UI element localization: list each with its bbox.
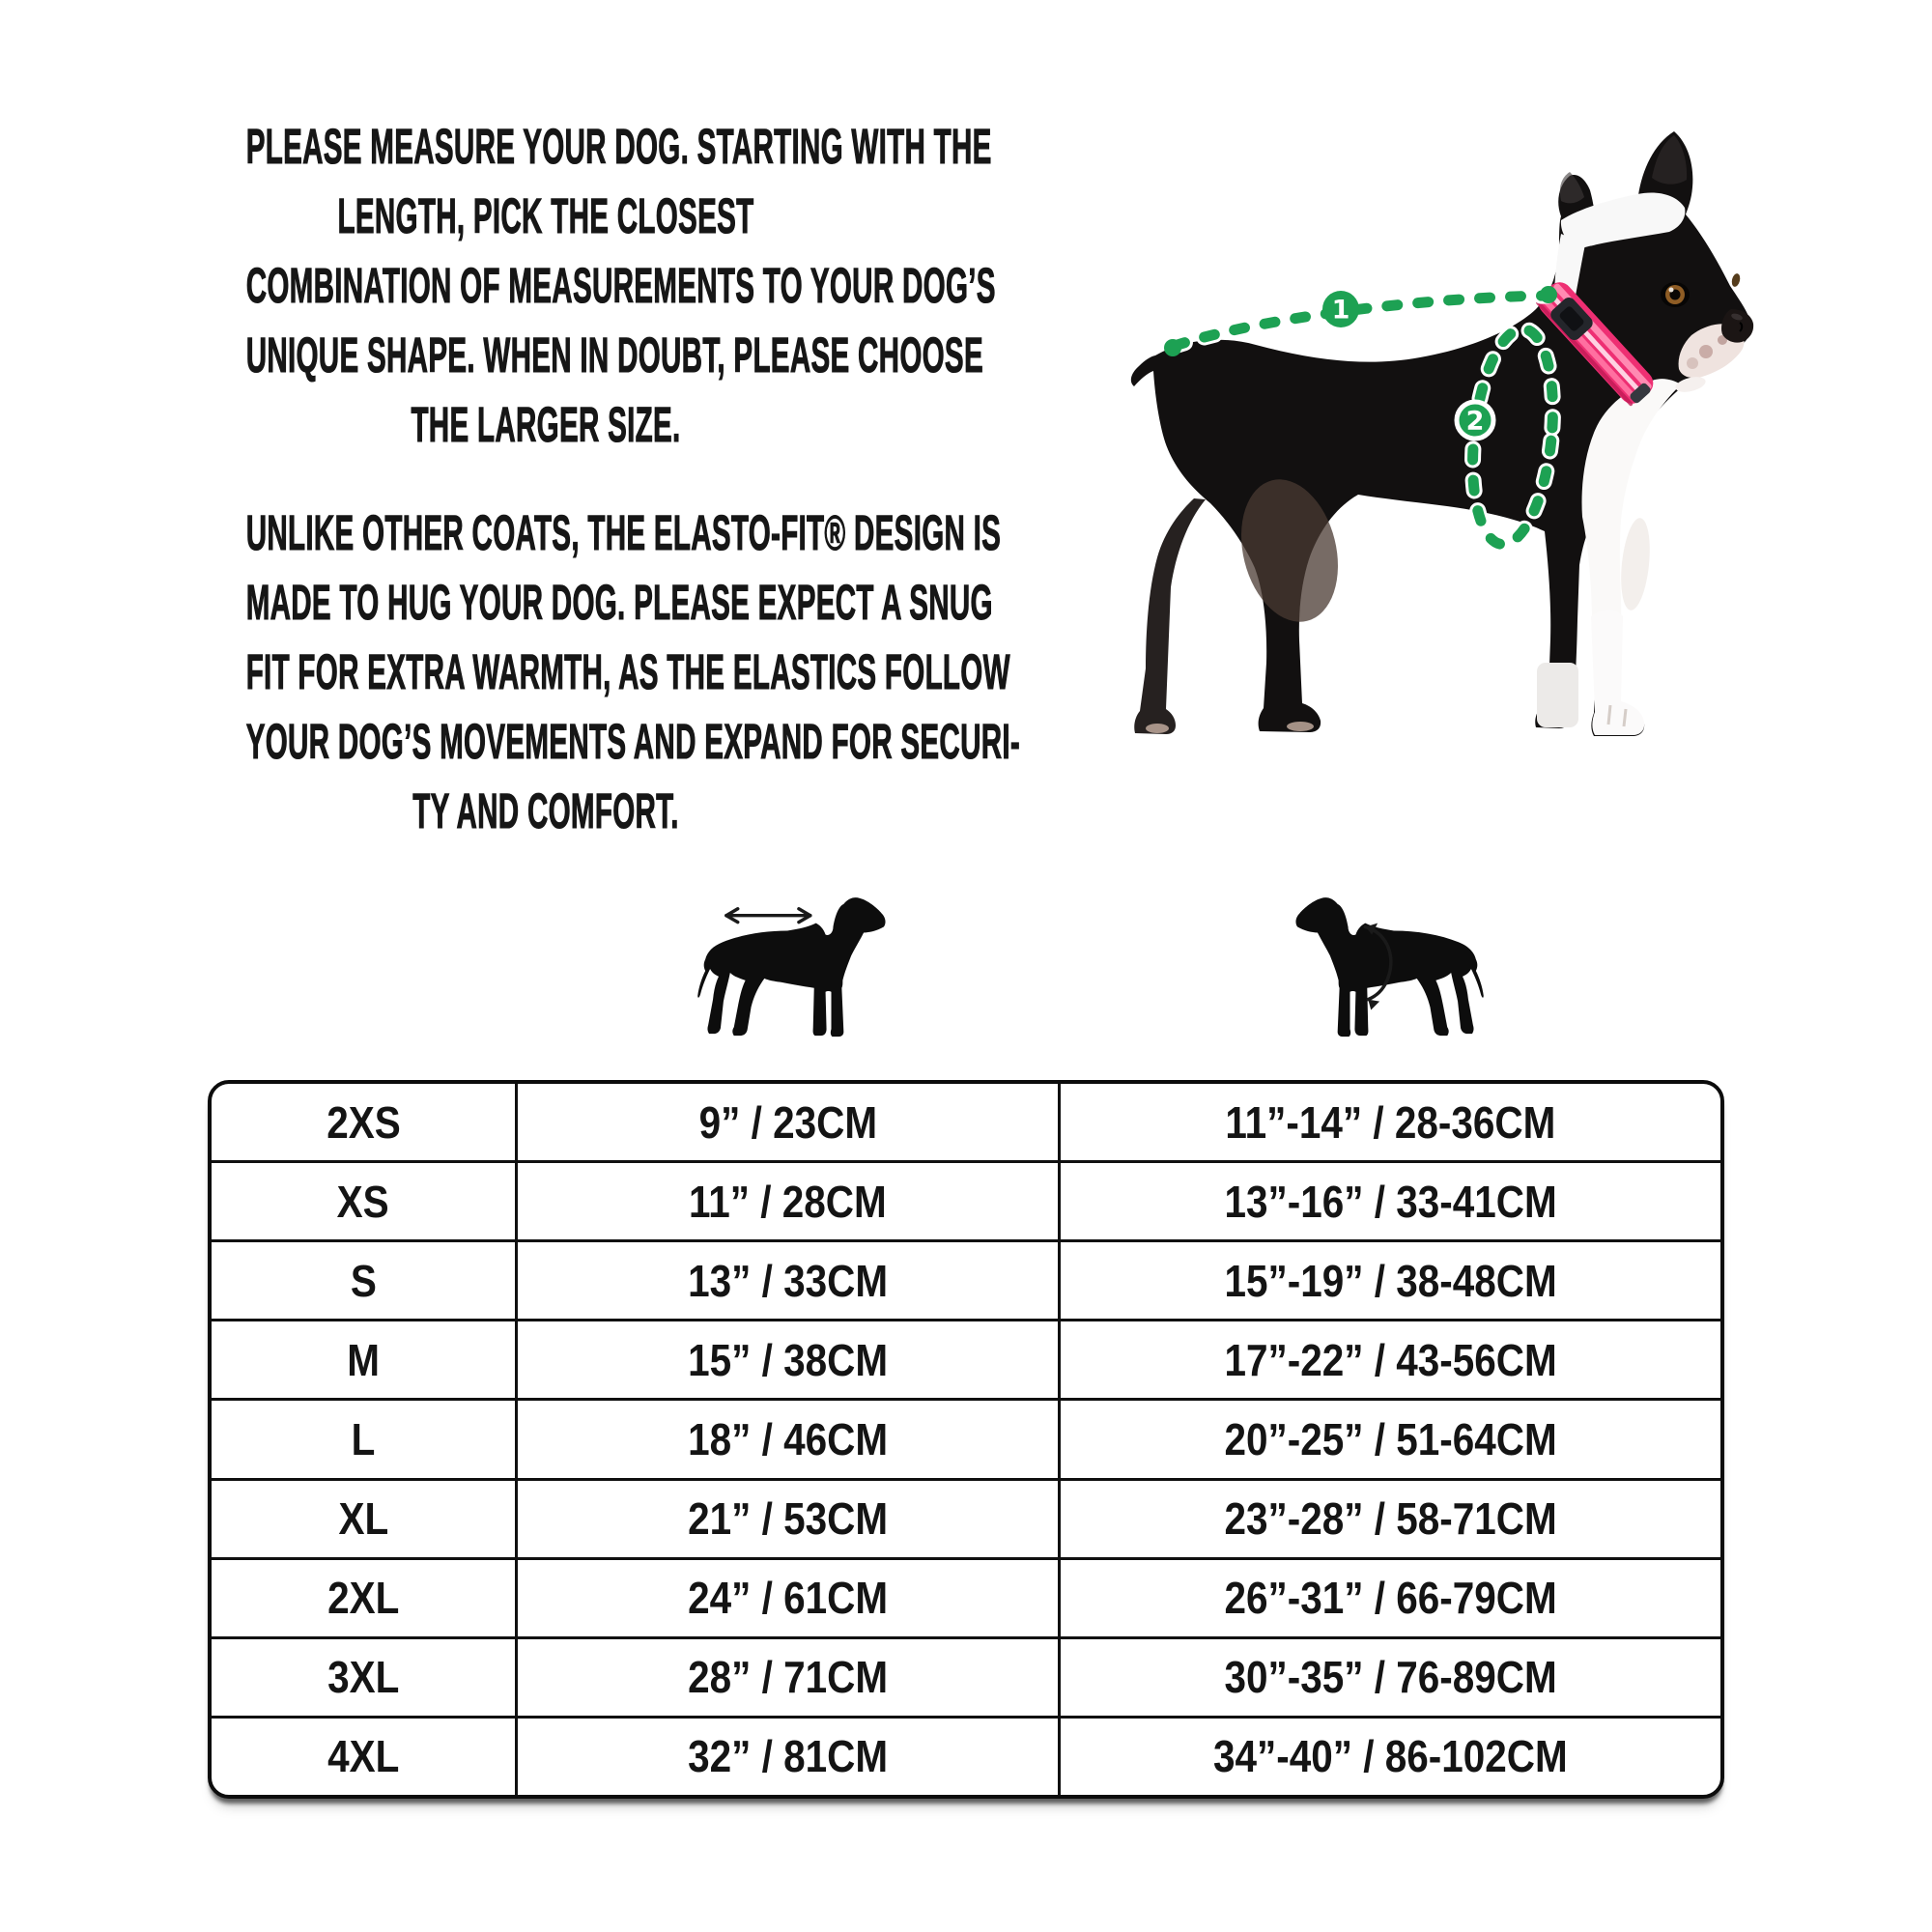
size-cell: S — [212, 1242, 518, 1319]
girth-cell: 26”-31” / 66-79CM — [1224, 1573, 1557, 1624]
girth-cell: 13”-16” / 33-41CM — [1224, 1176, 1557, 1227]
length-cell: 21” / 53CM — [518, 1481, 1061, 1557]
dog-muzzle-mottle — [1699, 345, 1713, 358]
girth-cell: 15”-19” / 38-48CM — [1224, 1255, 1557, 1306]
length-arrow — [726, 909, 810, 923]
length-cell: 9” / 23CM — [518, 1084, 1061, 1160]
instruction-line: PLEASE MEASURE YOUR DOG. STARTING WITH THE — [245, 119, 992, 174]
dog-far-eye — [1730, 272, 1741, 288]
table-row — [212, 1319, 1720, 1398]
size-chart-table — [208, 1080, 1724, 1799]
girth-cell: 20”-25” / 51-64CM — [1224, 1413, 1557, 1464]
length-cell: 11” / 28CM — [518, 1163, 1061, 1239]
length-cell: 18” / 46CM — [518, 1401, 1061, 1477]
length-cell: 13” / 33CM — [518, 1242, 1061, 1319]
measure-endpoint-dot — [1164, 339, 1181, 356]
size-cell: 2XS — [212, 1084, 518, 1160]
table-row — [212, 1398, 1720, 1477]
length-cell: 24” / 61CM — [518, 1560, 1061, 1636]
dog-eye-glint — [1669, 288, 1674, 293]
dog-hind-toes — [1287, 722, 1314, 731]
measure-badge-1 — [1322, 291, 1359, 327]
instruction-line: UNIQUE SHAPE. WHEN IN DOUBT, PLEASE CHOOSE — [245, 327, 983, 383]
girth-cell: 23”-28” / 58-71CM — [1224, 1493, 1557, 1545]
size-cell: XS — [212, 1163, 518, 1239]
table-row — [212, 1160, 1720, 1239]
instruction-line: THE LARGER SIZE. — [411, 397, 681, 452]
table-row — [212, 1084, 1720, 1160]
instruction-line: LENGTH, PICK THE CLOSEST — [337, 188, 754, 243]
girth-cell: 17”-22” / 43-56CM — [1224, 1334, 1557, 1385]
table-row — [212, 1478, 1720, 1557]
instruction-line: FIT FOR EXTRA WARMTH, AS THE ELASTICS FOLLOW — [245, 644, 1010, 699]
instruction-line: YOUR DOG’S MOVEMENTS AND EXPAND FOR SECURI- — [245, 714, 1021, 769]
size-cell: L — [212, 1401, 518, 1477]
table-row — [212, 1636, 1720, 1716]
instruction-line: MADE TO HUG YOUR DOG. PLEASE EXPECT A SNUG — [245, 575, 993, 630]
table-row — [212, 1239, 1720, 1319]
measure-endpoint-dot — [1540, 286, 1557, 303]
measure-badge-2-label: 2 — [1465, 406, 1485, 437]
size-cell: 3XL — [212, 1639, 518, 1716]
length-cell: 28” / 71CM — [518, 1639, 1061, 1716]
instruction-line: COMBINATION OF MEASUREMENTS TO YOUR DOG’S — [245, 258, 996, 313]
elasto-fit-note-paragraph — [29, 498, 1063, 846]
dog-far-paw-white — [1537, 663, 1578, 727]
dog-chest-girth-arrow-icon — [1293, 893, 1484, 1045]
size-cell: XL — [212, 1481, 518, 1557]
girth-cell: 30”-35” / 76-89CM — [1224, 1652, 1557, 1703]
girth-cell: 34”-40” / 86-102CM — [1213, 1731, 1568, 1782]
table-row — [212, 1716, 1720, 1795]
measure-instructions-paragraph — [29, 112, 1063, 460]
dog-back-length-arrow-icon — [697, 893, 889, 1045]
dog-armpit-white — [1617, 517, 1654, 611]
size-cell: M — [212, 1321, 518, 1398]
dog-front-paw-white — [1591, 610, 1644, 735]
length-cell: 32” / 81CM — [518, 1719, 1061, 1795]
length-cell: 15” / 38CM — [518, 1321, 1061, 1398]
instruction-line: TY AND COMFORT. — [412, 783, 679, 838]
dog-muzzle-mottle — [1687, 357, 1698, 369]
size-cell: 2XL — [212, 1560, 518, 1636]
instruction-line: UNLIKE OTHER COATS, THE ELASTO-FIT® DESIGN IS — [245, 505, 1002, 560]
size-cell: 4XL — [212, 1719, 518, 1795]
dog-far-hind-leg — [1134, 498, 1206, 734]
measure-badge-2 — [1457, 402, 1493, 439]
table-row — [212, 1557, 1720, 1636]
girth-cell: 11”-14” / 28-36CM — [1225, 1096, 1556, 1148]
dog-measurement-photo — [1111, 87, 1806, 782]
dog-hind-toes — [1146, 724, 1169, 733]
measure-badge-1-label: 1 — [1331, 295, 1350, 326]
